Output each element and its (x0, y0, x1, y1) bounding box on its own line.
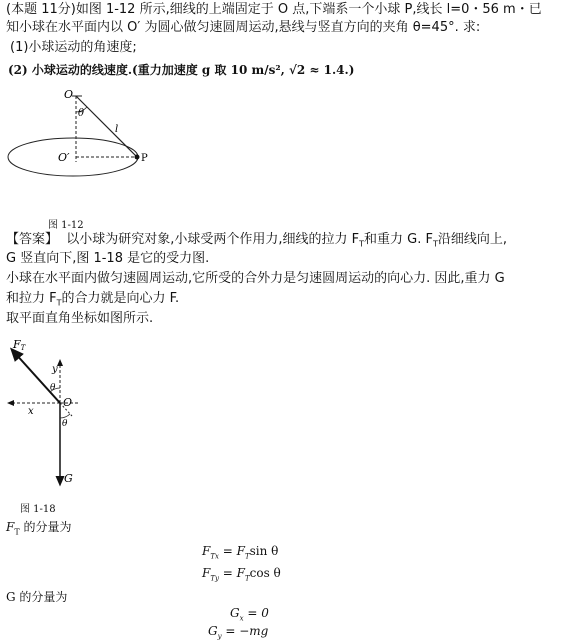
question-1: (1)小球运动的角速度; (10, 40, 137, 55)
answer-line-2: G 竖直向下,图 1-18 是它的受力图. (6, 251, 210, 266)
label-o: O (64, 88, 74, 101)
label-ft: FT (13, 338, 26, 352)
label-p: P (141, 153, 148, 164)
answer-line-4: 和拉力 $F_T$的合力就是向心力 F. (6, 291, 180, 308)
figure-1-12-caption: 图 1-12 (48, 220, 84, 231)
problem-line-2: 知小球在水平面内以 O′ 为圆心做匀速圆周运动,悬线与竖直方向的夹角 θ=45°. 求: (6, 20, 481, 35)
label-l: l (115, 124, 119, 135)
question-2: (2) 小球运动的线速度.(重力加速度 g 取 10 m/s², √2 ≈ 1.4.) (8, 63, 355, 77)
label-g: G (64, 472, 73, 485)
label-theta: θ (78, 108, 85, 119)
answer-tag: 【答案】 (6, 232, 59, 247)
g-component-heading: G 的分量为 (6, 590, 68, 604)
label-x: x (28, 406, 34, 417)
label-theta-upper: θ (50, 383, 56, 393)
string-line (76, 96, 137, 157)
equation-ftx: $F_{Tx} = F_T\sin$ θ (202, 544, 279, 561)
label-o-prime: O′ (58, 151, 70, 164)
ft-component-heading: $F_T$ 的分量为 (6, 520, 72, 537)
ball-p (135, 155, 140, 160)
label-o: O (63, 396, 73, 409)
figure-1-12 (0, 82, 200, 232)
answer-line-1: 【答案】 以小球为研究对象,小球受两个作用力,细线的拉力 $F_T$和重力 G. $F_T$沿细线向上, (6, 232, 508, 249)
figure-1-18 (0, 330, 120, 490)
answer-line-3: 小球在水平面内做匀速圆周运动,它所受的合外力是匀速圆周运动的向心力. 因此,重力 G (6, 271, 505, 286)
figure-1-18-caption: 图 1-18 (20, 504, 56, 515)
answer-line-5: 取平面直角坐标如图所示. (6, 311, 154, 326)
equation-fty: $F_{Ty} = F_T\cos$ θ (202, 566, 281, 583)
equation-gx: $G_x = 0$ (230, 606, 269, 623)
label-theta-lower: θ (62, 419, 68, 429)
tension-vector (14, 352, 60, 403)
problem-line-1: (本题 11分)如图 1-12 所示,细线的上端固定于 O 点,下端系一个小球 P,线长 l=0・56 m・已 (6, 2, 542, 17)
label-y: y (52, 364, 58, 375)
equation-gy: $G_y = -mg$ (208, 624, 269, 641)
